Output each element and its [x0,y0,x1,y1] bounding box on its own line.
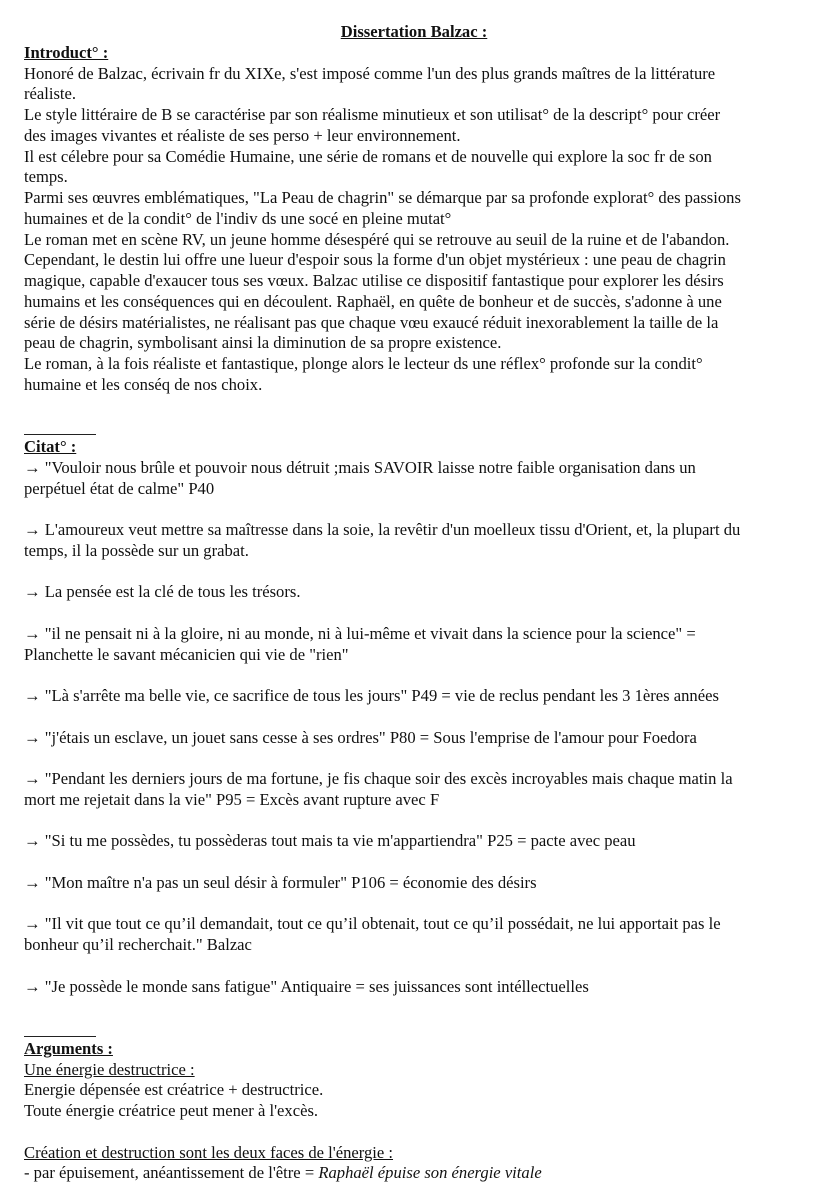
text-line: peau de chagrin, symbolisant ainsi la diminution de sa propre existence. [24,333,502,353]
blank-line [24,603,824,624]
text-line: temps. [24,167,68,187]
text-line: Toute énergie créatrice peut mener à l'excès. [24,1101,319,1120]
section-divider [24,416,824,437]
blank-line [24,894,824,915]
text-segment: - par épuisement, anéantissement de l'être = [24,1163,319,1183]
text-line: → "Là s'arrête ma belle vie, ce sacrifice de tous les jours" P49 = vie de reclus pendant les 3 1ères années [24,686,719,705]
subheading: Une énergie destructrice : [24,1059,195,1079]
blank-line [24,707,824,728]
text-line: → "Mon maître n'a pas un seul désir à formuler" P106 = économie des désirs [24,872,537,892]
text-line: → "Vouloir nous brûle et pouvoir nous détruit ;mais SAVOIR laisse notre faible organisation dans un [24,457,696,477]
text-line [24,1163,824,1184]
text-line: → "Pendant les derniers jours de ma fortune, je fis chaque soir des excès incroyables mais chaque matin la [24,769,733,788]
blank-line [24,811,824,832]
text-line: Honoré de Balzac, écrivain fr du XIXe, s'est imposé comme l'un des plus grands maîtres de la littérature [24,63,716,83]
blank-line [24,852,824,873]
text-line: série de désirs matérialistes, ne réalisant pas que chaque vœu exaucé réduit inexorablement la taille de la [24,312,719,332]
text-line: Il est célebre pour sa Comédie Humaine, une série de romans et de nouvelle qui explore la soc fr de son [24,146,712,166]
text-line: temps, il la possède sur un grabat. [24,540,249,560]
document-page [24,22,824,1184]
text-line: humains et les conséquences qui en découlent. Raphaël, en quête de bonheur et de succès, s'adonne à une [24,291,722,311]
section-heading: Arguments : [24,1038,113,1058]
blank-line [24,1122,824,1143]
text-line: Le roman, à la fois réaliste et fantastique, plonge alors le lecteur ds une réflex° profonde sur la condit° [24,354,703,373]
blank-line [24,997,824,1018]
text-line: → "Je possède le monde sans fatigue" Antiquaire = ses juissances sont intéllectuelles [24,976,589,996]
text-line: Le style littéraire de B se caractérise par son réalisme minutieux et son utilisat° de la descript° pour créer [24,105,721,124]
section-divider [24,1018,824,1039]
blank-line [24,499,824,520]
subheading: Création et destruction sont les deux faces de l'énergie : [24,1142,394,1162]
text-line: → La pensée est la clé de tous les trésors. [24,582,301,602]
blank-line [24,956,824,977]
text-line: réaliste. [24,84,77,104]
text-line: Planchette le savant mécanicien qui vie de "rien" [24,644,349,664]
text-line: magique, capable d'exaucer tous ses vœux. Balzac utilise ce dispositif fantastique pour explorer les désirs [24,271,724,290]
blank-line [24,396,824,417]
text-line: Parmi ses œuvres emblématiques, "La Peau de chagrin" se démarque par sa profonde explorat° des passions [24,188,741,207]
text-line: Energie dépensée est créatrice + destructrice. [24,1080,324,1100]
text-line: → L'amoureux veut mettre sa maîtresse dans la soie, la revêtir d'un moelleux tissu d'Orient, et, la plupart du [24,520,741,539]
italic-segment: Raphaël épuise son énergie vitale [318,1163,542,1183]
blank-line [24,562,824,583]
blank-line [24,748,824,769]
text-line: → "il ne pensait ni à la gloire, ni au monde, ni à lui-même et vivait dans la science pour la science" = [24,623,696,643]
section-heading: Citat° : [24,437,77,456]
section-heading: Introduct° : [24,42,109,62]
text-line: Le roman met en scène RV, un jeune homme désespéré qui se retrouve au seuil de la ruine et de l'abandon. [24,229,730,249]
document-title: Dissertation Balzac : [340,22,488,41]
text-line: bonheur qu’il recherchait." Balzac [24,935,252,954]
text-line: humaines et de la condit° de l'indiv ds une socé en pleine mutat° [24,208,452,228]
text-line: mort me rejetait dans la vie" P95 = Excès avant rupture avec F [24,789,440,809]
text-line: humaine et les conséq de nos choix. [24,374,263,394]
text-line: → "Si tu me possèdes, tu possèderas tout mais ta vie m'appartiendra" P25 = pacte avec peau [24,831,636,851]
text-line: → "j'étais un esclave, un jouet sans cesse à ses ordres" P80 = Sous l'emprise de l'amour pour Foedora [24,727,697,747]
text-line: des images vivantes et réaliste de ses perso + leur environnement. [24,125,461,145]
blank-line [24,665,824,686]
text-line: Cependant, le destin lui offre une lueur d'espoir sous la forme d'un objet mystérieux : une peau de chagrin [24,250,726,270]
text-line: → "Il vit que tout ce qu’il demandait, tout ce qu’il obtenait, tout ce qu’il possédait, ne lui apportait pas le [24,914,721,934]
text-line: perpétuel état de calme" P40 [24,478,215,498]
document-body [24,43,824,1184]
